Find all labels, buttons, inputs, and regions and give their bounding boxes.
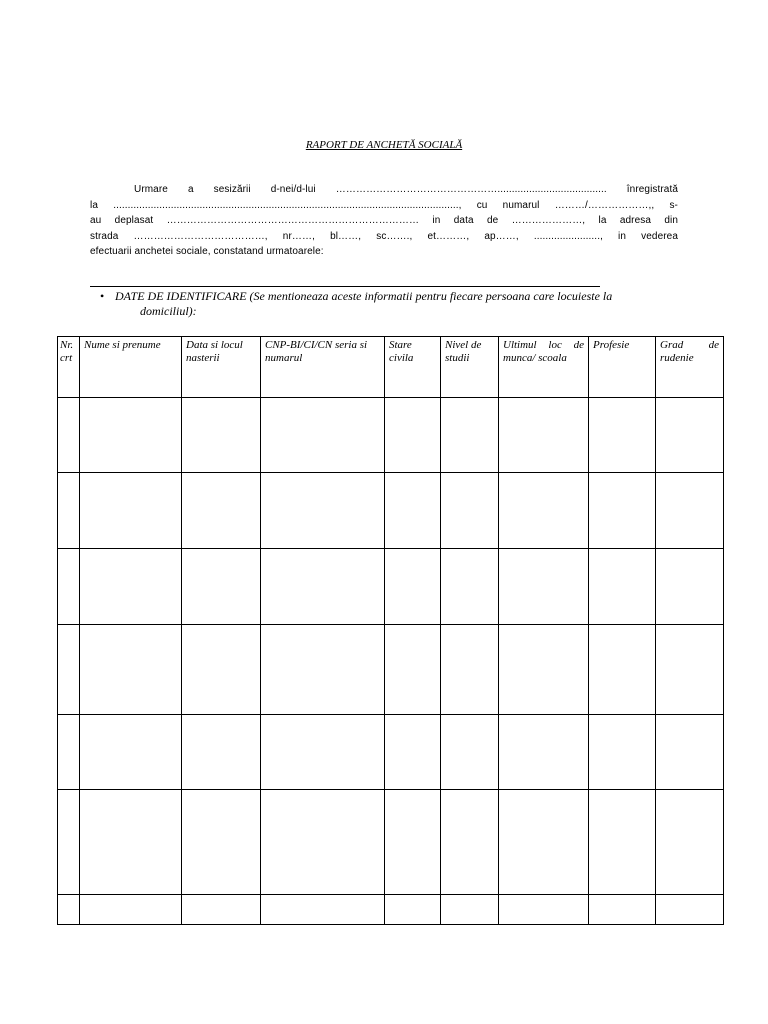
table-cell[interactable] — [441, 398, 499, 473]
table-cell[interactable] — [80, 549, 182, 625]
table-cell[interactable] — [80, 895, 182, 925]
header-grad-rudenie: Grad de rudenie — [656, 337, 724, 398]
table-cell[interactable] — [589, 398, 656, 473]
header-nivel-studii: Nivel de studii — [441, 337, 499, 398]
header-nume-prenume: Nume si prenume — [80, 337, 182, 398]
table-cell[interactable] — [656, 398, 724, 473]
table-cell[interactable] — [58, 715, 80, 790]
table-cell[interactable] — [182, 715, 261, 790]
table-cell[interactable] — [385, 398, 441, 473]
header-cnp: CNP-BI/CI/CN seria si numarul — [261, 337, 385, 398]
table-row — [58, 895, 724, 925]
intro-paragraph — [90, 182, 678, 260]
table-cell[interactable] — [80, 715, 182, 790]
section-heading-line2: domiciliul): — [140, 304, 197, 318]
table-cell[interactable] — [656, 895, 724, 925]
table-cell[interactable] — [385, 790, 441, 895]
table-row — [58, 625, 724, 715]
table-row — [58, 473, 724, 549]
table-cell[interactable] — [80, 625, 182, 715]
table-cell[interactable] — [441, 895, 499, 925]
table-cell[interactable] — [499, 549, 589, 625]
table-cell[interactable] — [58, 790, 80, 895]
table-cell[interactable] — [441, 549, 499, 625]
table-cell[interactable] — [499, 790, 589, 895]
table-cell[interactable] — [261, 625, 385, 715]
table-cell[interactable] — [182, 473, 261, 549]
table-cell[interactable] — [499, 895, 589, 925]
table-cell[interactable] — [80, 790, 182, 895]
table-cell[interactable] — [499, 715, 589, 790]
table-cell[interactable] — [499, 398, 589, 473]
table-cell[interactable] — [441, 790, 499, 895]
table-cell[interactable] — [261, 715, 385, 790]
table-cell[interactable] — [656, 790, 724, 895]
table-cell[interactable] — [261, 398, 385, 473]
identification-section-heading — [100, 289, 690, 319]
table-cell[interactable] — [441, 625, 499, 715]
table-cell[interactable] — [589, 715, 656, 790]
intro-line: la ........................................................................................................................, cu numarul ………/………………,, s- — [90, 199, 678, 211]
table-cell[interactable] — [58, 625, 80, 715]
table-cell[interactable] — [58, 398, 80, 473]
table-cell[interactable] — [589, 625, 656, 715]
table-cell[interactable] — [182, 549, 261, 625]
table-cell[interactable] — [656, 715, 724, 790]
header-data-locul-nasterii: Data si locul nasterii — [182, 337, 261, 398]
intro-line: au deplasat ………………………………………………………………… in data de …………………, la adresa din — [90, 215, 678, 226]
table-cell[interactable] — [182, 895, 261, 925]
header-profesie: Profesie — [589, 337, 656, 398]
table-cell[interactable] — [589, 549, 656, 625]
intro-line: strada …………………………………, nr……, bl……, sc……., et………, ap……, ......................., in vederea — [90, 230, 678, 242]
table-cell[interactable] — [58, 549, 80, 625]
table-row — [58, 715, 724, 790]
table-cell[interactable] — [499, 625, 589, 715]
table-cell[interactable] — [385, 715, 441, 790]
table-cell[interactable] — [80, 473, 182, 549]
table-cell[interactable] — [385, 549, 441, 625]
table-cell[interactable] — [182, 790, 261, 895]
table-header-row — [58, 337, 724, 398]
table-cell[interactable] — [385, 895, 441, 925]
header-stare-civila: Stare civila — [385, 337, 441, 398]
table-cell[interactable] — [656, 549, 724, 625]
table-cell[interactable] — [441, 715, 499, 790]
table-cell[interactable] — [261, 549, 385, 625]
table-cell[interactable] — [656, 625, 724, 715]
table-row — [58, 790, 724, 895]
table-cell[interactable] — [385, 473, 441, 549]
table-cell[interactable] — [58, 895, 80, 925]
document-title: RAPORT DE ANCHETĂ SOCIALĂ — [305, 139, 463, 151]
intro-line: efectuarii anchetei sociale, constatand urmatoarele: — [90, 246, 324, 257]
intro-line: Urmare a sesizării d-nei/d-lui …………………………………………...................................... înregistrată — [134, 184, 678, 195]
table-cell[interactable] — [656, 473, 724, 549]
table-cell[interactable] — [80, 398, 182, 473]
table-cell[interactable] — [385, 625, 441, 715]
table-cell[interactable] — [182, 625, 261, 715]
table-cell[interactable] — [589, 473, 656, 549]
table-row — [58, 398, 724, 473]
table-cell[interactable] — [182, 398, 261, 473]
table-cell[interactable] — [499, 473, 589, 549]
header-nr-crt: Nr. crt — [58, 337, 80, 398]
table-cell[interactable] — [261, 790, 385, 895]
header-ultimul-loc-munca: Ultimul loc de munca/ scoala — [499, 337, 589, 398]
identification-table — [57, 336, 724, 925]
table-row — [58, 549, 724, 625]
bullet-icon: • — [100, 289, 105, 303]
table-cell[interactable] — [58, 473, 80, 549]
table-cell[interactable] — [261, 473, 385, 549]
section-heading-line1: DATE DE IDENTIFICARE (Se mentioneaza aceste informatii pentru fiecare persoana care locuieste la — [115, 289, 613, 303]
table-cell[interactable] — [589, 895, 656, 925]
table-cell[interactable] — [261, 895, 385, 925]
table-cell[interactable] — [589, 790, 656, 895]
table-cell[interactable] — [441, 473, 499, 549]
horizontal-rule — [90, 286, 600, 287]
